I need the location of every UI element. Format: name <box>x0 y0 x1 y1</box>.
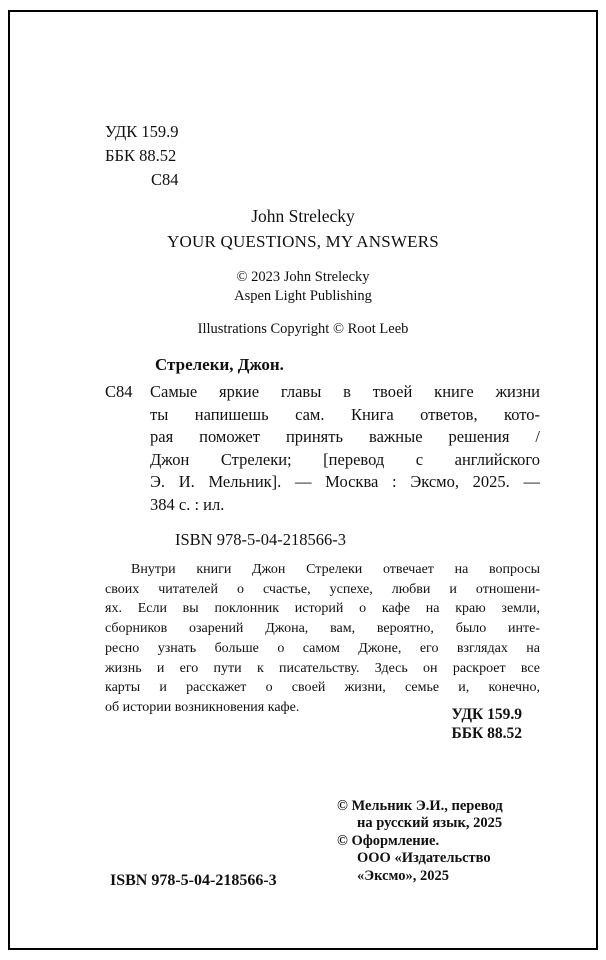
top-codes-block <box>105 120 179 192</box>
copyright-publisher-line: Aspen Light Publishing <box>234 287 372 304</box>
copyright-author-line: © 2023 John Strelecky <box>236 269 370 285</box>
credit-translator-line-cont: на русский язык, 2025 <box>357 815 503 832</box>
title-block <box>0 204 606 338</box>
udk-code-top: УДК 159.9 <box>105 122 179 141</box>
annotation-line: ях. Если вы поклонник историй о кафе на краю земли, <box>105 601 540 617</box>
annotation-line: Внутри книги Джон Стрелеки отвечает на вопросы <box>131 562 540 577</box>
bbk-code-top: ББК 88.52 <box>105 146 177 165</box>
annotation-line: своих читателей о счастье, успехе, любви и отношени- <box>105 581 540 597</box>
annotation-line: об истории возникновения кафе. <box>105 699 300 715</box>
illustrations-copyright: Illustrations Copyright © Root Leeb <box>197 321 409 337</box>
annotation-paragraph <box>105 560 540 718</box>
book-title-english: YOUR QUESTIONS, MY ANSWERS <box>167 232 439 251</box>
annotation-line: карты и расскажет о своей жизни, семье и, конечно, <box>105 680 540 696</box>
annotation-line: сборников озарений Джона, вам, вероятно, было инте- <box>105 621 540 637</box>
catalog-description <box>105 381 540 516</box>
credit-publisher-line-cont: «Эксмо», 2025 <box>357 867 449 884</box>
annotation-line: ресно узнать больше о самом Джоне, его взглядах на <box>105 640 540 656</box>
catalog-code-label: С84 <box>105 382 133 401</box>
copyright-block <box>0 268 606 305</box>
catalog-line: Самые яркие главы в твоей книге жизни <box>150 382 540 401</box>
catalog-author-heading: Стрелеки, Джон. <box>155 355 284 374</box>
isbn-bottom: ISBN 978-5-04-218566-3 <box>110 872 277 889</box>
catalog-line: 384 с. : ил. <box>150 494 225 514</box>
isbn-center: ISBN 978-5-04-218566-3 <box>175 530 346 549</box>
catalog-entry <box>105 381 540 516</box>
udk-code-right: УДК 159.9 <box>451 706 522 723</box>
catalog-line: ты напишешь сам. Книга ответов, кото- <box>150 404 540 424</box>
author-name-english: John Strelecky <box>251 206 355 226</box>
catalog-line: рая поможет принять важные решения / <box>150 427 540 446</box>
catalog-line: Э. И. Мельник]. — Москва : Эксмо, 2025. — <box>150 472 540 491</box>
bbk-code-right: ББК 88.52 <box>451 725 522 742</box>
credits-block <box>337 798 503 885</box>
catalog-code-top: С84 <box>151 170 179 189</box>
credit-design-line: © Оформление. <box>337 832 440 849</box>
credit-translator-line: © Мельник Э.И., перевод <box>337 798 503 814</box>
annotation-line: жизнь и его пути к писательству. Здесь он раскроет все <box>105 660 540 676</box>
credit-publisher-line: ООО «Издательство <box>357 850 491 867</box>
codes-right-block <box>452 705 522 743</box>
catalog-line: Джон Стрелеки; [перевод с английского <box>150 449 540 469</box>
